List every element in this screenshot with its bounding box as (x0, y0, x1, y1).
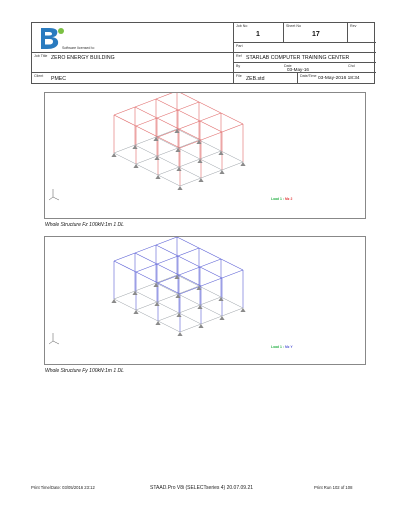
frame-member (135, 145, 157, 156)
rev-cell (348, 23, 376, 43)
legend-2 (271, 345, 293, 349)
frame-member (156, 137, 178, 148)
frame-member (157, 264, 179, 275)
print-run: Print Run 102 of 108 (314, 485, 353, 490)
frame-member (178, 140, 199, 148)
legend-number: 2 (290, 197, 293, 201)
frame-member (157, 148, 178, 156)
frame-member (156, 275, 177, 283)
frame-member (136, 156, 157, 164)
frame-member (199, 102, 221, 113)
frame-member (177, 129, 199, 140)
date-value: 03-May-16 (287, 66, 309, 72)
rev-label: Rev (350, 24, 357, 28)
frame-member (201, 278, 222, 286)
frame-member (200, 121, 222, 132)
ref-cell (234, 53, 376, 63)
frame-member (157, 110, 178, 118)
frame-member (177, 93, 199, 102)
frame-member (156, 283, 178, 294)
frame-member (135, 253, 157, 264)
frame-member (179, 121, 200, 129)
frame-member (158, 137, 180, 148)
frame-member (221, 113, 243, 124)
figure-caption-1: Whole Structure Fz 100kN:1m 1 DL (45, 222, 124, 228)
frame-member (114, 291, 135, 299)
frame-member (177, 275, 199, 286)
frame-member (53, 197, 59, 200)
legend-1 (271, 197, 292, 201)
frame-member (158, 313, 179, 321)
frame-member (136, 126, 158, 137)
legend-load-label: Load 1 : (271, 345, 284, 349)
frame-member (156, 237, 177, 245)
logo-cell (32, 23, 234, 53)
sheet-no-label: Sheet No (286, 24, 301, 28)
frame-member (221, 297, 243, 308)
ref-label: Ref (236, 54, 242, 58)
frame-render-1 (45, 93, 365, 218)
support-icon (177, 332, 182, 336)
frame-member (180, 324, 201, 332)
frame-member (114, 115, 136, 126)
frame-member (114, 253, 135, 261)
client-label: Client (34, 74, 44, 78)
frame-member (179, 267, 200, 275)
frame-member (178, 256, 200, 267)
frame-member (157, 256, 178, 264)
support-icon (111, 299, 116, 303)
frame-member (179, 159, 200, 167)
part-label: Part (236, 44, 243, 48)
client-cell (32, 73, 234, 84)
frame-member (177, 237, 199, 248)
frame-member (136, 164, 158, 175)
job-title-cell (32, 53, 234, 73)
by-cell (234, 63, 284, 73)
frame-member (158, 283, 180, 294)
frame-member (200, 305, 222, 316)
datetime-cell (298, 73, 376, 84)
frame-member (135, 137, 156, 145)
frame-member (222, 308, 243, 316)
support-icon (155, 321, 160, 325)
frame-member (49, 341, 53, 344)
frame-member (199, 286, 221, 297)
client-value: PMEC (51, 75, 66, 82)
frame-member (178, 294, 200, 305)
report-header (31, 22, 375, 84)
frame-member (180, 178, 201, 186)
structure-figure-1 (44, 92, 366, 219)
frame-render-2 (45, 237, 365, 364)
datetime-label: Date/Time (300, 74, 317, 78)
figure-caption-2: Whole Structure Fy 100kN:1m 1 DL (45, 368, 124, 374)
legend-direction: Mz (284, 197, 290, 201)
job-no-cell (234, 23, 284, 43)
sheet-no-cell (284, 23, 348, 43)
frame-member (136, 302, 157, 310)
frame-member (221, 259, 243, 270)
frame-member (221, 151, 243, 162)
job-title-label: Job Title (34, 54, 48, 58)
ref-value: STARLAB COMPUTER TRAINING CENTER (246, 55, 350, 61)
frame-member (179, 305, 200, 313)
frame-member (158, 321, 180, 332)
frame-member (157, 118, 179, 129)
date-label: Date (284, 64, 292, 68)
legend-number: Y (290, 345, 293, 349)
frame-member (114, 107, 135, 115)
frame-member (49, 197, 53, 200)
frame-member (157, 302, 179, 313)
frame-member (135, 107, 157, 118)
file-label: File (236, 74, 242, 78)
frame-member (135, 291, 157, 302)
legend-direction: Mz (284, 345, 290, 349)
frame-member (114, 299, 136, 310)
frame-member (199, 140, 221, 151)
chd-cell (348, 63, 376, 73)
frame-member (136, 264, 157, 272)
frame-member (158, 175, 180, 186)
frame-member (156, 245, 178, 256)
frame-member (156, 93, 177, 99)
job-title-value: ZERO ENERGY BUILDING (51, 55, 115, 61)
file-value: ZEB.std (246, 75, 265, 82)
frame-member (200, 113, 221, 121)
frame-member (136, 272, 158, 283)
support-icon (133, 310, 138, 314)
frame-member (136, 118, 157, 126)
frame-member (201, 316, 222, 324)
legend-load-label: Load 1 : (271, 197, 284, 201)
frame-member (200, 297, 221, 305)
support-icon (155, 175, 160, 179)
frame-member (156, 129, 177, 137)
job-no-label: Job No (236, 24, 248, 28)
print-time-date: Print Time/Date: 03/05/2016 23:12 (31, 485, 95, 490)
frame-member (200, 151, 221, 159)
datetime-value: 03-May-2016 18:34 (318, 75, 360, 81)
frame-member (158, 167, 179, 175)
frame-member (200, 259, 221, 267)
frame-member (178, 286, 199, 294)
frame-member (222, 124, 243, 132)
frame-member (179, 275, 201, 286)
structure-figure-2 (44, 236, 366, 365)
frame-member (179, 129, 201, 140)
program-version: STAAD.Pro V8i (SELECTseries 4) 20.07.09.21 (150, 485, 254, 491)
frame-member (114, 261, 136, 272)
frame-member (200, 267, 222, 278)
frame-member (201, 170, 222, 178)
frame-member (135, 283, 156, 291)
frame-member (201, 132, 222, 140)
file-cell (234, 73, 298, 84)
frame-member (136, 310, 158, 321)
support-icon (133, 164, 138, 168)
frame-member (135, 245, 156, 253)
frame-member (200, 159, 222, 170)
frame-member (178, 148, 200, 159)
frame-member (114, 153, 136, 164)
licensed-to-label: Software licensed to (62, 46, 95, 50)
date-cell (284, 63, 348, 73)
support-icon (177, 186, 182, 190)
frame-member (157, 294, 178, 302)
job-no-value: 1 (256, 31, 260, 38)
frame-member (178, 102, 199, 110)
by-label: By (236, 64, 241, 68)
frame-member (135, 99, 156, 107)
frame-member (156, 99, 178, 110)
sheet-no-value: 17 (312, 31, 320, 38)
frame-member (179, 313, 201, 324)
frame-member (222, 162, 243, 170)
frame-member (114, 145, 135, 153)
support-icon (111, 153, 116, 157)
frame-member (178, 248, 199, 256)
frame-member (222, 270, 243, 278)
frame-member (178, 110, 200, 121)
chd-label: Chd (348, 64, 355, 68)
part-cell (234, 43, 376, 53)
frame-member (199, 248, 221, 259)
frame-member (179, 167, 201, 178)
frame-member (157, 156, 179, 167)
frame-member (53, 341, 59, 344)
